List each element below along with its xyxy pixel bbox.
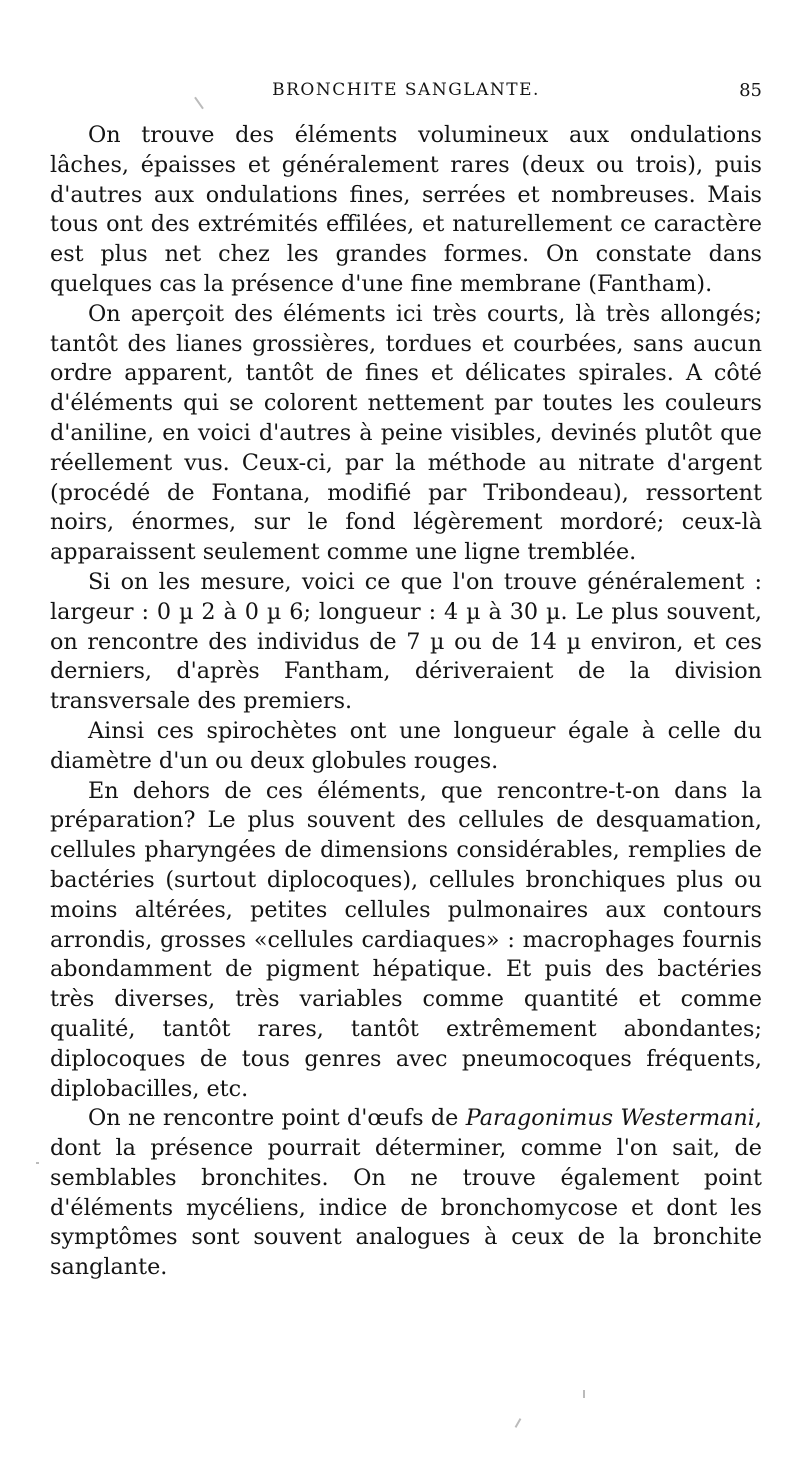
body-text	[50, 121, 762, 1283]
species-name: Paragonimus Westermani	[465, 1105, 755, 1132]
paragraph-other-elements: En dehors de ces éléments, que rencontre-t-on dans la préparation? Le plus souvent des cellules de desquamation, cellules pharyngées de dimensions considérables, remplies de bactéries (surtout diplocoques), cellules bronchiques plus ou moins altérées, petites cellules pulmonaires aux contours arrondis, grosses «cellules cardiaques» : macrophages fournis abondamment de pigment hépatique. Et puis des bactéries très diverses, très variables comme quantité et comme qualité, tantôt rares, tantôt extrêmement abondantes; diplocoques de tous genres avec pneumocoques fréquents, diplobacilles, etc.	[50, 777, 762, 1102]
scan-speck	[515, 1418, 522, 1428]
paragraph-differential-end: , dont la présence pourrait déterminer, comme l'on sait, de semblables bronchites. On ne trouve également point d'éléments mycéliens, indice de bronchomycose et dont les symptômes sont souvent analogues à ceux de la bronchite sanglante.	[50, 1105, 763, 1281]
page-number: 85	[739, 80, 762, 101]
page-header	[50, 80, 762, 114]
scan-speck	[36, 1162, 39, 1164]
paragraph-spirochete-appearance: On aperçoit des éléments ici très courts, là très allongés; tantôt des lianes grossières, tordues et courbées, sans aucun ordre apparent, tantôt de fines et délicates spirales. A côté d'éléments qui se colorent nettement par toutes les couleurs d'aniline, en voici d'autres à peine visibles, devinés plutôt que réellement vus. Ceux-ci, par la méthode au nitrate d'argent (procédé de Fontana, modifié par Tribondeau), ressortent noirs, énormes, sur le fond légèrement mordoré; ceux-là apparaissent seulement comme une ligne tremblée.	[50, 300, 762, 566]
paragraph-spirochete-forms: On trouve des éléments volumineux aux ondulations lâches, épaisses et généralement rares (deux ou trois), puis d'autres aux ondulations fines, serrées et nombreuses. Mais tous ont des extrémités effilées, et naturellement ce caractère est plus net chez les grandes formes. On constate dans quelques cas la présence d'une fine membrane (Fantham).	[50, 122, 762, 297]
paragraph-differential-start: On ne rencontre point d'œufs de	[88, 1105, 466, 1132]
paragraph-measurements: Si on les mesure, voici ce que l'on trouve généralement : largeur : 0 µ 2 à 0 µ 6; longueur : 4 µ à 30 µ. Le plus souvent, on rencontre des individus de 7 µ ou de 14 µ environ, et ces derniers, d'après Fantham, dériveraient de la division transversale des premiers.	[50, 568, 762, 715]
running-title: BRONCHITE SANGLANTE.	[272, 80, 540, 100]
paragraph-length-comparison: Ainsi ces spirochètes ont une longueur égale à celle du diamètre d'un ou deux globules rouges.	[50, 717, 762, 774]
scan-speck	[583, 1390, 585, 1398]
paragraph-differential	[50, 1104, 762, 1283]
